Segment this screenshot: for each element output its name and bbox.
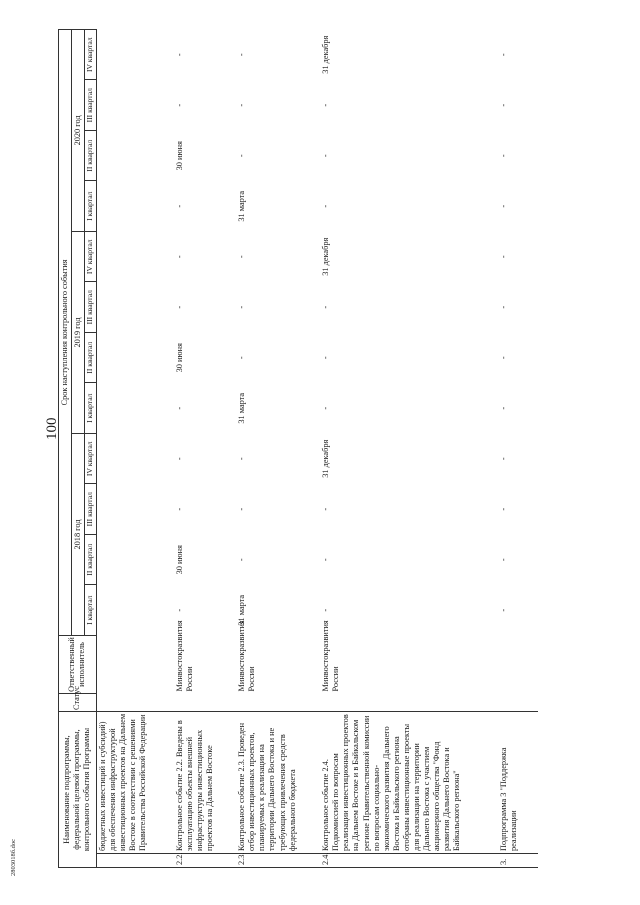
row-deadline-cell: - <box>321 154 331 158</box>
header-quarter: IV квартал <box>85 433 96 484</box>
row-deadline-cell: - <box>237 558 247 562</box>
row-deadline-cell: - <box>237 305 247 309</box>
rotated-table-container <box>58 30 580 868</box>
row-name: Контрольное событие 2.3. Проведен отбор инвестиционных проектов, планируемых к реализации на территории Дальнего Востока и не требующих привлечения средств федерального бюджета <box>236 711 320 853</box>
row-deadline-cell: - <box>499 457 509 461</box>
header-quarter: I квартал <box>85 181 96 232</box>
row-number: 2.3. <box>236 854 320 868</box>
row-deadline-cell: - <box>321 406 331 410</box>
row-deadline-cell: 31 декабря <box>321 439 331 478</box>
row-number: 2.4. <box>320 854 498 868</box>
row-deadline-cell <box>96 585 174 636</box>
row-deadline-cell <box>96 534 174 585</box>
header-name: Наименование подпрограммы, федеральной целевой программы, контрольного события Программы <box>59 711 97 867</box>
row-deadline-cell: 30 июня <box>175 343 185 373</box>
row-responsible: Минвостокразвития России <box>175 620 195 692</box>
row-deadline-cell <box>96 332 174 383</box>
row-status <box>498 693 538 711</box>
row-deadline-cell <box>96 433 174 484</box>
footer-filename: 2803018б.doc <box>10 838 17 876</box>
row-deadline-cell: - <box>499 558 509 562</box>
row-status <box>236 693 320 711</box>
row-name: Подпрограмма 3 "Поддержка реализации <box>498 711 538 853</box>
table-row <box>498 29 538 867</box>
row-deadline-cell: - <box>499 255 509 259</box>
row-deadline-cell: 31 марта <box>237 392 247 424</box>
row-deadline-cell: 30 июня <box>175 141 185 171</box>
row-deadline-cell: - <box>175 406 185 410</box>
row-deadline-cell: - <box>321 608 331 612</box>
row-deadline-cell: - <box>321 305 331 309</box>
header-quarter: III квартал <box>85 282 96 333</box>
header-quarter: III квартал <box>85 80 96 131</box>
row-deadline-cell <box>96 383 174 434</box>
row-deadline-cell: - <box>237 457 247 461</box>
page-number: 100 <box>44 417 60 440</box>
row-deadline-cell: - <box>237 103 247 107</box>
header-deadline: Срок наступления контрольного события <box>59 29 72 635</box>
row-deadline-cell <box>96 282 174 333</box>
row-deadline-cell <box>96 484 174 535</box>
row-name: бюджетных инвестиций и субсидий) для обеспечения инфраструктурой инвестиционных проектов на Дальнем Востоке в соответствии с решениями Правительства Российской Федерации <box>96 711 174 853</box>
row-deadline-cell: 31 марта <box>237 190 247 222</box>
table-row <box>174 29 236 867</box>
row-deadline-cell: - <box>175 457 185 461</box>
row-deadline-cell: - <box>237 154 247 158</box>
header-responsible: Ответственный исполнитель <box>59 635 97 693</box>
row-deadline-cell <box>96 231 174 282</box>
row-status <box>320 693 498 711</box>
header-quarter: IV квартал <box>85 231 96 282</box>
row-deadline-cell: - <box>321 356 331 360</box>
row-deadline-cell <box>96 29 174 80</box>
row-deadline-cell: 31 декабря <box>321 35 331 74</box>
row-number <box>96 854 174 868</box>
row-deadline-cell: - <box>321 507 331 511</box>
row-deadline-cell: - <box>499 103 509 107</box>
row-deadline-cell: - <box>499 53 509 57</box>
row-responsible <box>498 635 538 693</box>
row-number: 2.2. <box>174 854 236 868</box>
row-deadline-cell: - <box>499 406 509 410</box>
row-deadline-cell: - <box>237 507 247 511</box>
row-deadline-cell: - <box>321 558 331 562</box>
row-deadline-cell: - <box>321 103 331 107</box>
header-quarter: II квартал <box>85 534 96 585</box>
row-deadline-cell: - <box>175 255 185 259</box>
row-responsible <box>96 635 174 693</box>
table-row <box>320 29 498 867</box>
row-responsible: Минвостокразвития России <box>321 620 341 692</box>
header-quarter: III квартал <box>85 484 96 535</box>
row-deadline-cell: - <box>499 507 509 511</box>
row-deadline-cell: - <box>321 204 331 208</box>
header-quarter: II квартал <box>85 130 96 181</box>
table-row <box>236 29 320 867</box>
row-deadline-cell: - <box>175 608 185 612</box>
row-name: Контрольное событие 2.4. Подкомиссией по вопросам реализации инвестиционных проектов на Дальнем Востоке и в Байкальском регионе Правительственной комиссии по вопросам социально-экономического развития Дальнего Востока и Байкальского региона отобраны инвестиционные проекты для реализации на территории Дальнего Востока с участием акционерного общества "Фонд развития Дальнего Востока и Байкальского региона" <box>320 711 498 853</box>
row-status <box>96 693 174 711</box>
row-number: 3. <box>498 854 538 868</box>
control-events-table <box>58 29 538 868</box>
row-deadline-cell <box>96 130 174 181</box>
header-quarter: I квартал <box>85 383 96 434</box>
row-deadline-cell: - <box>499 608 509 612</box>
row-deadline-cell: - <box>499 356 509 360</box>
header-status: Статус <box>59 693 97 711</box>
row-deadline-cell: 31 декабря <box>321 237 331 276</box>
row-deadline-cell: - <box>237 356 247 360</box>
row-deadline-cell: 30 июня <box>175 545 185 575</box>
row-deadline-cell: - <box>237 53 247 57</box>
row-deadline-cell: - <box>499 154 509 158</box>
row-responsible: Минвостокразвития России <box>237 620 257 692</box>
header-year-2019: 2019 год <box>72 231 85 433</box>
header-quarter: I квартал <box>85 585 96 636</box>
header-year-2020: 2020 год <box>72 29 85 231</box>
row-deadline-cell <box>96 181 174 232</box>
row-deadline-cell <box>96 80 174 131</box>
row-deadline-cell: - <box>175 507 185 511</box>
row-deadline-cell: - <box>175 204 185 208</box>
row-name: Контрольное событие 2.2. Введены в эксплуатацию объекты внешней инфраструктуры инвестиционных проектов на Дальнем Востоке <box>174 711 236 853</box>
row-deadline-cell: - <box>175 53 185 57</box>
table-row <box>96 29 174 867</box>
row-status <box>174 693 236 711</box>
row-deadline-cell: - <box>237 255 247 259</box>
header-quarter: II квартал <box>85 332 96 383</box>
header-quarter: IV квартал <box>85 29 96 80</box>
row-deadline-cell: 31 марта <box>237 594 247 626</box>
row-deadline-cell: - <box>175 305 185 309</box>
header-year-2018: 2018 год <box>72 433 85 635</box>
row-deadline-cell: - <box>499 204 509 208</box>
row-deadline-cell: - <box>175 103 185 107</box>
row-deadline-cell: - <box>499 305 509 309</box>
